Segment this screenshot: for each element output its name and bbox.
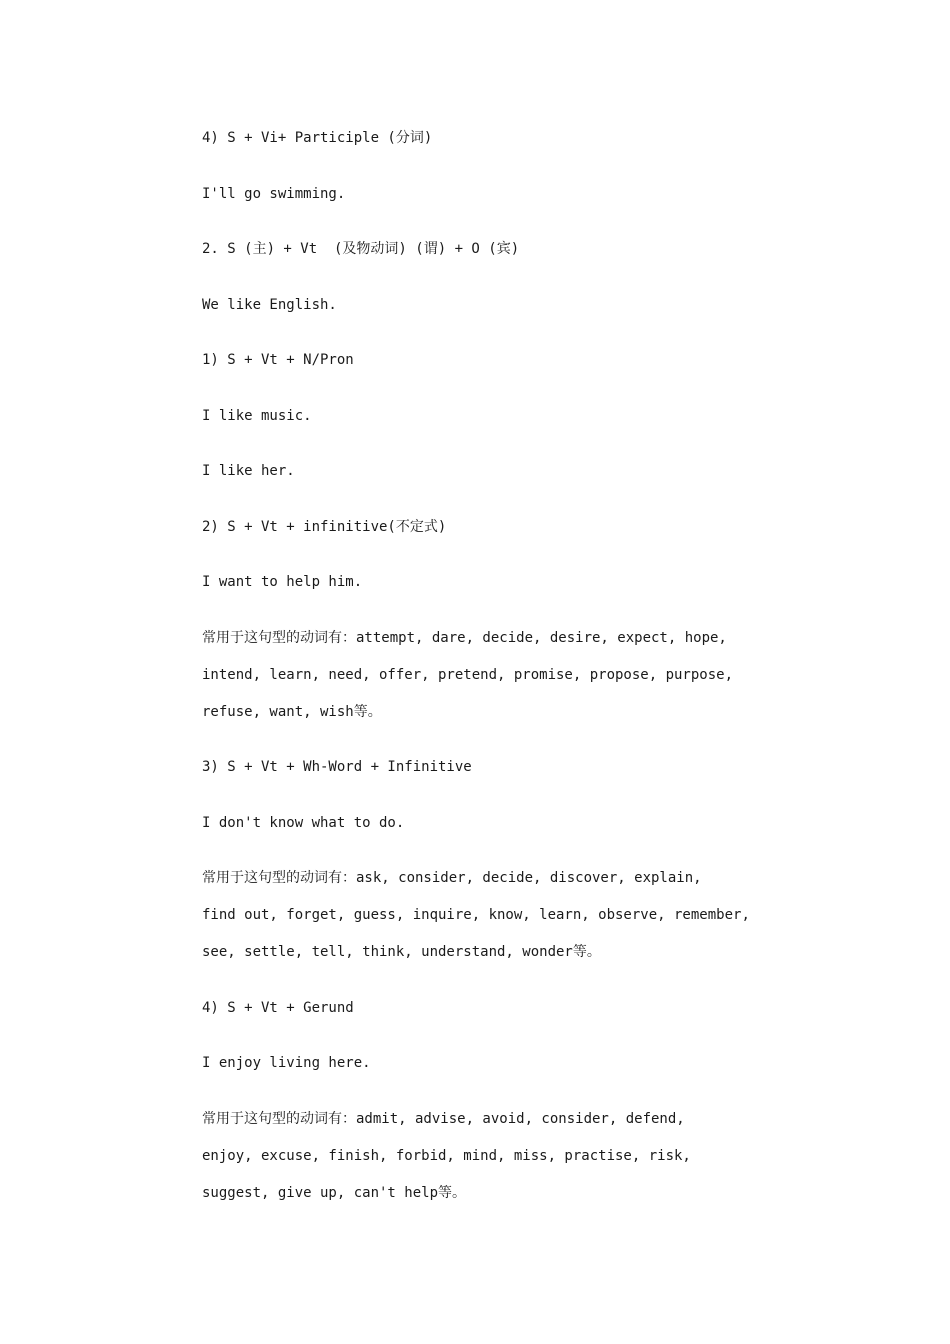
example-sentence: I like her. bbox=[202, 463, 295, 479]
example-sentence: I don't know what to do. bbox=[202, 814, 405, 831]
heading-1-vt-n-pron: 1) S + Vt + N/Pron bbox=[202, 352, 354, 368]
heading-4-vt-gerund: 4) S + Vt + Gerund bbox=[202, 999, 354, 1016]
verb-list-line: suggest, give up, can't help等。 bbox=[202, 1184, 467, 1201]
example-sentence: I enjoy living here. bbox=[202, 1055, 371, 1071]
verb-list-line: see, settle, tell, think, understand, wonder等。 bbox=[202, 944, 601, 960]
document-page bbox=[202, 120, 762, 1212]
verb-list-line: enjoy, excuse, finish, forbid, mind, miss, practise, risk, bbox=[202, 1147, 691, 1164]
verb-list-line: 常用于这句型的动词有：admit, advise, avoid, consider, defend, bbox=[202, 1110, 685, 1127]
verb-list-line: intend, learn, need, offer, pretend, promise, propose, purpose, bbox=[202, 666, 734, 683]
verb-list-line: refuse, want, wish等。 bbox=[202, 703, 382, 720]
heading-4-vi-participle: 4) S + Vi+ Participle (分词) bbox=[202, 130, 433, 146]
heading-3-vt-wh-word-infinitive: 3) S + Vt + Wh-Word + Infinitive bbox=[202, 759, 472, 775]
heading-2-vt-infinitive: 2) S + Vt + infinitive(不定式) bbox=[202, 518, 447, 535]
example-sentence: We like English. bbox=[202, 296, 337, 313]
verb-list-line: find out, forget, guess, inquire, know, learn, observe, remember, bbox=[202, 907, 750, 923]
example-sentence: I like music. bbox=[202, 407, 312, 424]
example-sentence: I want to help him. bbox=[202, 574, 363, 590]
example-sentence: I'll go swimming. bbox=[202, 185, 346, 202]
verb-list-line: 常用于这句型的动词有：ask, consider, decide, discover, explain, bbox=[202, 870, 702, 886]
verb-list-line: 常用于这句型的动词有：attempt, dare, decide, desire, expect, hope, bbox=[202, 629, 727, 646]
heading-2-s-vt-o: 2. S (主) + Vt (及物动词) (谓) + O (宾) bbox=[202, 241, 520, 257]
